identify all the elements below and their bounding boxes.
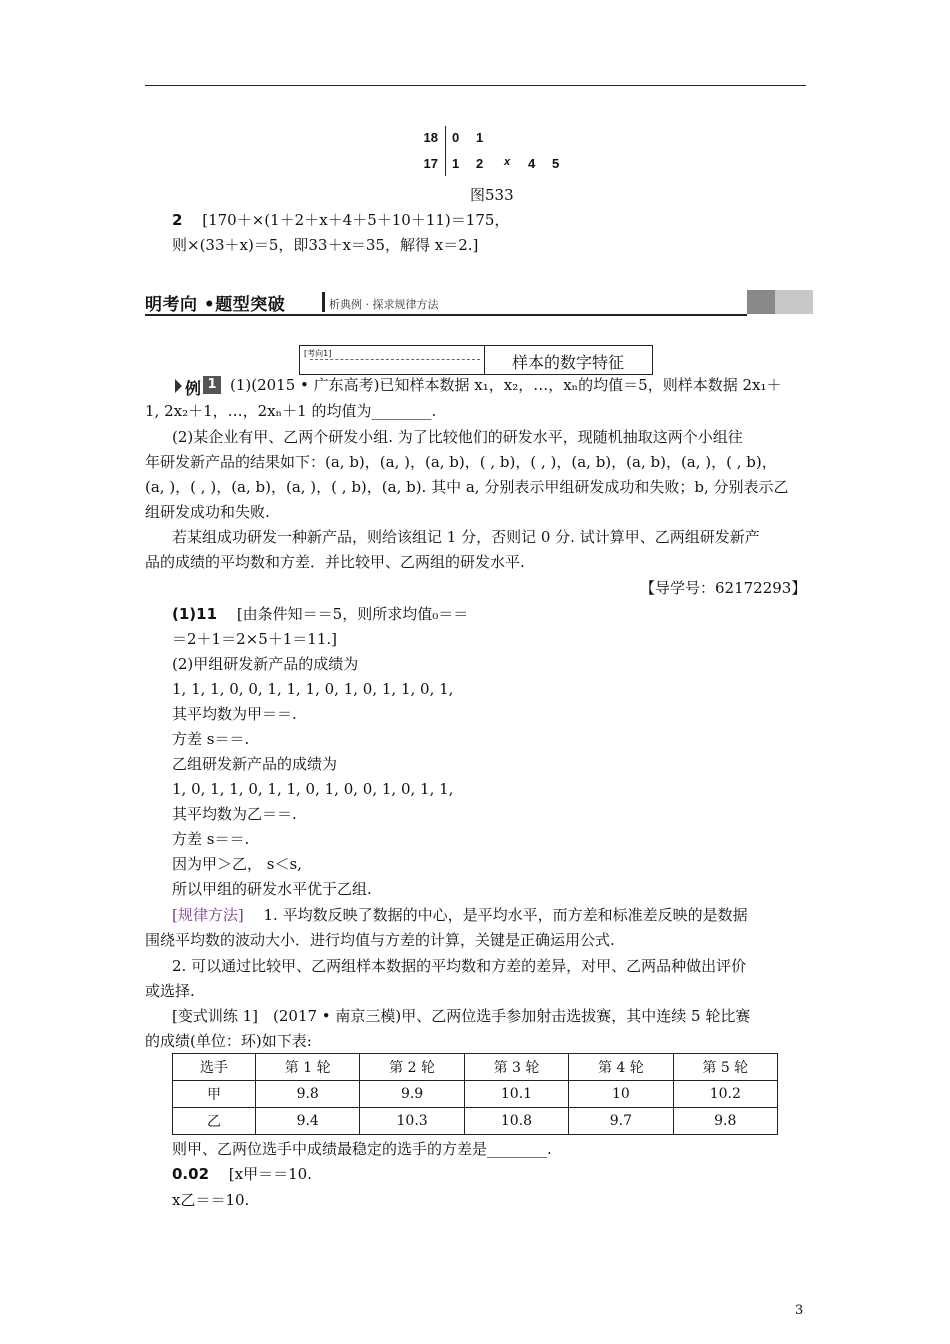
stem: 17: [423, 156, 438, 171]
table-row: [173, 1108, 778, 1135]
figure-caption: 图533: [470, 186, 514, 204]
solution-text: [由条件知＝＝5，则所求均值₀＝＝: [236, 605, 469, 623]
variant-line: 则甲、乙两位选手中成绩最稳定的选手的方差是________.: [172, 1140, 552, 1158]
header-cell: 第 5 轮: [673, 1054, 777, 1081]
method-line: 围绕平均数的波动大小．进行均值与方差的计算，关键是正确运用公式.: [145, 931, 615, 949]
method-line: 2. 可以通过比较甲、乙两组样本数据的平均数和方差的差异，对甲、乙两品种做出评价: [172, 957, 747, 975]
topic-title: 样本的数字特征: [512, 353, 625, 372]
method-tag: [规律方法]: [172, 906, 244, 924]
answer-number: 2: [172, 211, 183, 229]
solution-line: (2)甲组研发新产品的成绩为: [172, 655, 359, 673]
question-line: (a, )，( , )，(a, b)，(a, )，( , b)，(a, b). 其中 a, 分别表示甲组研发成功和失败；b, 分别表示乙: [145, 478, 789, 496]
solution-line: 1, 1, 1, 0, 0, 1, 1, 1, 0, 1, 0, 1, 1, 0, 1,: [172, 680, 454, 698]
leaf: x: [504, 156, 511, 168]
leaf: 1: [452, 156, 460, 171]
header-block-dark: [747, 290, 775, 314]
solution-line: 其平均数为乙＝＝.: [172, 805, 297, 823]
question-line: 组研发成功和失败.: [145, 503, 270, 521]
question-line: 品的成绩的平均数和方差．并比较甲、乙两组的研发水平.: [145, 553, 525, 571]
table-cell: 乙: [173, 1108, 256, 1135]
score-table: [172, 1053, 778, 1135]
stem: 18: [423, 130, 438, 145]
solution-answer: (1)11: [172, 605, 218, 623]
leaf: 4: [528, 156, 536, 171]
solution-line: 因为甲＞乙， s＜s,: [172, 855, 302, 873]
method-line: [172, 904, 748, 926]
table-row: [173, 1081, 778, 1108]
table-cell: 10.8: [464, 1108, 568, 1135]
section-subtitle: 析典例 · 探求规律方法: [329, 298, 439, 311]
variant-answer-line: x乙＝＝10.: [172, 1191, 250, 1209]
table-cell: 9.9: [360, 1081, 464, 1108]
header-rule: [145, 85, 806, 86]
triangle-icon: [175, 379, 182, 393]
example-number: 1: [203, 376, 221, 394]
answer-text: [170＋×(1＋2＋x＋4＋5＋10＋11)＝175，: [202, 211, 510, 229]
variant-answer: 0.02: [172, 1165, 210, 1183]
leaf: 0: [452, 130, 460, 145]
question-line: 年研发新产品的结果如下：(a, b)，(a, )，(a, b)，( , b)，( , )，(a, b)，(a, b)，(a, )，( , b)，: [145, 453, 777, 471]
leaf: 5: [552, 156, 560, 171]
table-cell: 10.3: [360, 1108, 464, 1135]
variant-line: [变式训练 1] (2017 • 南京三模)甲、乙两位选手参加射击选拔赛，其中连续 5 轮比赛: [172, 1007, 751, 1025]
solution-line: 1, 0, 1, 1, 0, 1, 1, 0, 1, 0, 0, 1, 0, 1, 1,: [172, 780, 454, 798]
prev-answer-line: [172, 209, 509, 231]
solution-line: 乙组研发新产品的成绩为: [172, 755, 338, 773]
section-header: [145, 290, 813, 316]
guide-number: 【导学号：62172293】: [640, 579, 807, 597]
topic-divider: [484, 346, 485, 374]
leaf: 1: [476, 130, 484, 145]
topic-box: [299, 345, 653, 375]
header-cell: 第 4 轮: [569, 1054, 673, 1081]
header-cell: 第 2 轮: [360, 1054, 464, 1081]
table-cell: 10: [569, 1081, 673, 1108]
table-cell: 9.8: [673, 1108, 777, 1135]
stem-divider: [445, 126, 446, 176]
question-line: 若某组成功研发一种新产品，则给该组记 1 分，否则记 0 分. 试计算甲、乙两组研发新产: [172, 528, 760, 546]
table-cell: 10.2: [673, 1081, 777, 1108]
solution-line: [172, 603, 468, 625]
solution-line: 方差 s＝＝.: [172, 830, 250, 848]
header-cell: 第 1 轮: [256, 1054, 360, 1081]
header-cell: 选手: [173, 1054, 256, 1081]
variant-line: 的成绩(单位：环)如下表:: [145, 1032, 312, 1050]
section-title: 明考向 •题型突破: [145, 295, 286, 315]
method-text: 1. 平均数反映了数据的中心，是平均水平，而方差和标准差反映的是数据: [263, 906, 748, 924]
method-line: 或选择.: [145, 982, 195, 1000]
prev-answer-line: 则×(33＋x)＝5，即33＋x＝35，解得 x＝2.]: [172, 236, 479, 254]
header-underline: [145, 314, 747, 316]
page-number: 3: [795, 1303, 804, 1318]
table-cell: 9.7: [569, 1108, 673, 1135]
solution-line: 所以甲组的研发水平优于乙组.: [172, 880, 372, 898]
question-line: (2)某企业有甲、乙两个研发小组. 为了比较他们的研发水平，现随机抽取这两个小组往: [172, 428, 743, 446]
solution-line: ＝2＋1＝2×5＋1＝11.]: [172, 630, 337, 648]
table-header-row: [173, 1054, 778, 1081]
solution-line: 其平均数为甲＝＝.: [172, 705, 297, 723]
example-label: 例: [185, 379, 202, 398]
solution-line: 方差 s＝＝.: [172, 730, 250, 748]
variant-answer-text: [x甲＝＝10.: [228, 1165, 312, 1183]
table-cell: 9.4: [256, 1108, 360, 1135]
topic-tag: [考向1]: [304, 349, 332, 358]
topic-dashline: [310, 359, 480, 360]
table-cell: 9.8: [256, 1081, 360, 1108]
table-cell: 10.1: [464, 1081, 568, 1108]
section-separator: [322, 292, 325, 312]
header-block-light: [775, 290, 813, 314]
variant-answer-line: [172, 1163, 312, 1185]
leaf: 2: [476, 156, 484, 171]
stem-leaf-row: [420, 156, 570, 178]
header-cell: 第 3 轮: [464, 1054, 568, 1081]
question-line: 1, 2x₂＋1，…，2xₙ＋1 的均值为________.: [145, 402, 437, 420]
table-cell: 甲: [173, 1081, 256, 1108]
stem-leaf-row: [420, 130, 570, 152]
question-line: (1)(2015 • 广东高考)已知样本数据 x₁，x₂，…，xₙ的均值＝5，则样本数据 2x₁＋: [230, 376, 782, 394]
